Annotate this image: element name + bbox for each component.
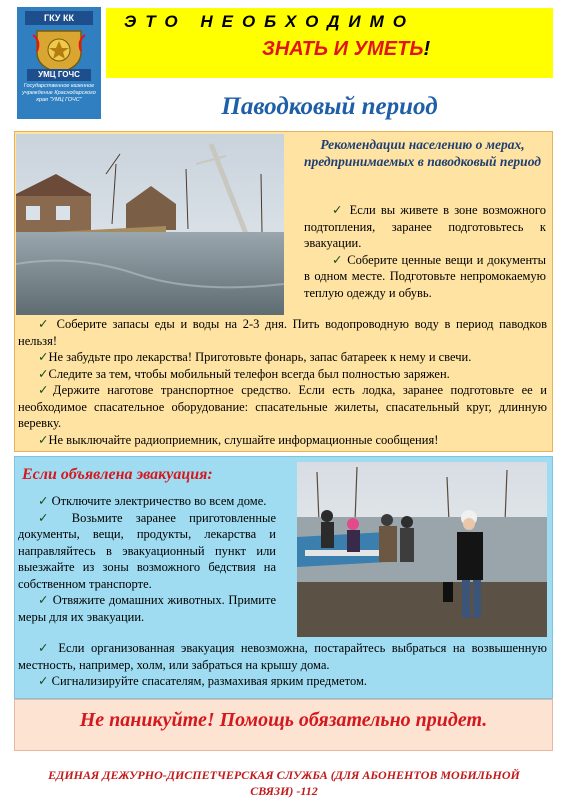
banner-line2-text: ЗНАТЬ И УМЕТЬ bbox=[262, 38, 424, 60]
recommendations-heading: Рекомендации населению о мерах, предпринимаемых в паводковый период bbox=[304, 137, 541, 169]
flood-photo bbox=[16, 134, 284, 315]
shield-icon bbox=[31, 27, 87, 75]
evacuation-bottom-list bbox=[18, 640, 547, 690]
check-icon: ✓ bbox=[38, 593, 50, 607]
list-item: ✓Не выключайте радиоприемник, слушайте информационные сообщения! bbox=[38, 432, 439, 447]
check-icon: ✓ bbox=[332, 252, 344, 267]
check-icon: ✓ bbox=[38, 432, 49, 447]
check-icon: ✓ bbox=[38, 350, 49, 364]
check-icon: ✓ bbox=[332, 203, 345, 217]
list-item: ✓ Возьмите заранее приготовленные документы, вещи, продукты, лекарства и направляйтесь в эвакуационный пункт или выезжайте из зоны возможного бедствия на собственном транспорте. bbox=[18, 510, 276, 591]
footer-text: ЕДИНАЯ ДЕЖУРНО-ДИСПЕТЧЕРСКАЯ СЛУЖБА (ДЛЯ АБОНЕНТОВ МОБИЛЬНОЙ СВЯЗИ) -112 bbox=[48, 768, 520, 798]
logo-top-text: ГКУ КК bbox=[25, 11, 93, 25]
evacuation-heading: Если объявлена эвакуация: bbox=[22, 466, 213, 483]
list-item: ✓ Если вы живете в зоне возможного подтопления, заранее подготовьтесь к эвакуации. bbox=[304, 203, 546, 250]
emblem-logo bbox=[17, 7, 101, 119]
list-item: ✓ Соберите запасы еды и воды на 2-3 дня. Пить водопроводную воду в период паводков нельзя! bbox=[18, 317, 547, 348]
panic-message: Не паникуйте! Помощь обязательно придет. bbox=[79, 709, 488, 731]
check-icon: ✓ bbox=[38, 383, 53, 397]
banner-line1: ЭТО НЕОБХОДИМО bbox=[124, 12, 415, 31]
banner-line2 bbox=[262, 38, 430, 61]
list-item: ✓Не забудьте про лекарства! Приготовьте фонарь, запас батареек к нему и свечи. bbox=[38, 350, 472, 364]
check-icon: ✓ bbox=[38, 317, 51, 331]
list-item: ✓Держите наготове транспортное средство. Если есть лодка, заранее подготовьте ее и необходимое спасательное оборудование: спасательные жилеты, спасательный круг, длинную веревку. bbox=[18, 383, 547, 430]
recommendations-bottom-list bbox=[18, 316, 547, 448]
logo-caption: Государственное казенное учреждение Краснодарского края "УМЦ ГОЧС" bbox=[22, 83, 96, 103]
check-icon: ✓ bbox=[38, 494, 49, 508]
evacuation-left-list bbox=[18, 493, 276, 625]
banner-line2-mark: ! bbox=[423, 38, 431, 60]
list-item: ✓ Соберите ценные вещи и документы в одном месте. Подготовьте непромокаемую теплую одежду и обувь. bbox=[304, 252, 546, 300]
logo-bottom-text: УМЦ ГОЧС bbox=[27, 69, 91, 81]
check-icon: ✓ bbox=[38, 641, 52, 655]
list-item: ✓Следите за тем, чтобы мобильный телефон всегда был полностью заряжен. bbox=[38, 366, 450, 381]
check-icon: ✓ bbox=[38, 510, 59, 525]
header-banner bbox=[106, 8, 553, 78]
recommendations-right-list bbox=[304, 202, 546, 301]
list-item: ✓ Сигнализируйте спасателям, размахивая ярким предметом. bbox=[38, 674, 368, 688]
list-item: ✓ Отвяжите домашних животных. Примите меры для их эвакуации. bbox=[18, 593, 276, 624]
list-item: ✓ Отключите электричество во всем доме. bbox=[38, 494, 267, 508]
evacuation-photo bbox=[297, 462, 547, 637]
check-icon: ✓ bbox=[38, 366, 49, 381]
check-icon: ✓ bbox=[38, 674, 49, 688]
page-title: Паводковый период bbox=[221, 93, 438, 120]
list-item: ✓ Если организованная эвакуация невозможна, постарайтесь выбраться на возвышенную местность, например, холм, или забраться на крышу дома. bbox=[18, 641, 548, 672]
